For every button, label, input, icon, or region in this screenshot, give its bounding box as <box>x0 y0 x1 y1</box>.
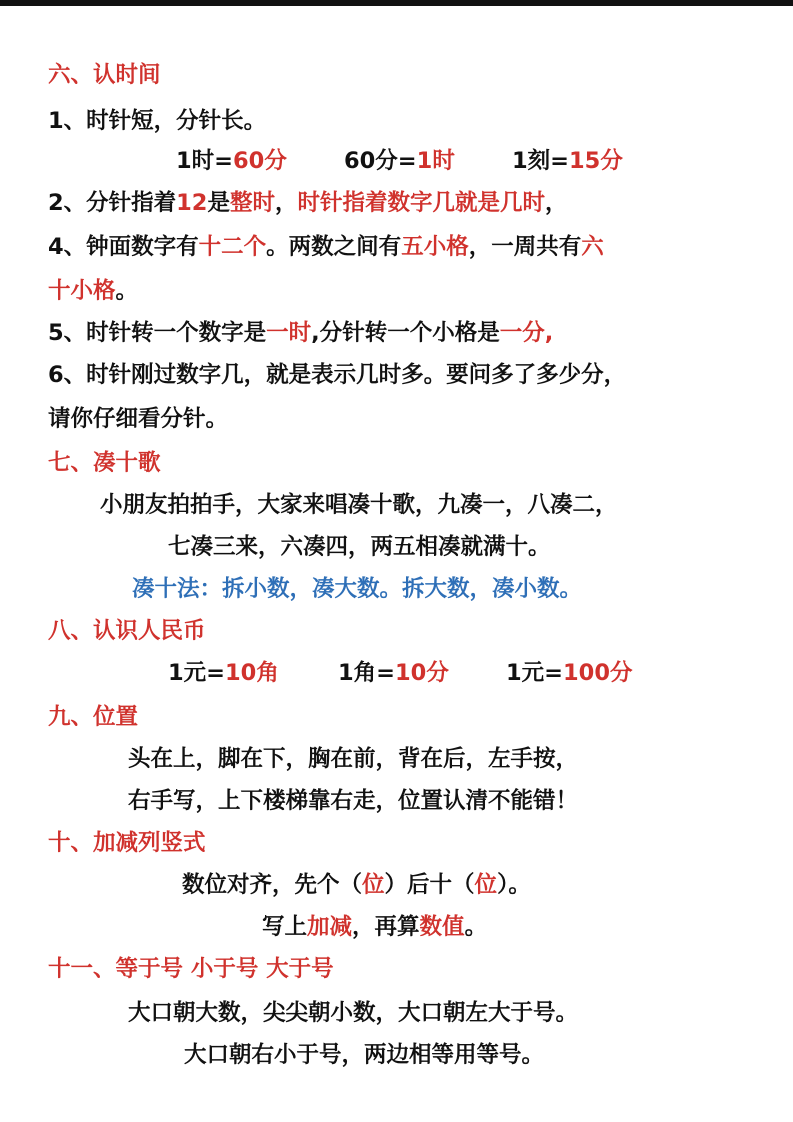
s6-line-1: 1、时针短，分针长。 <box>48 108 267 134</box>
s6-eq-3: 1刻=15分 <box>512 148 623 174</box>
s6-eq-2: 60分=1时 <box>344 148 455 174</box>
s10-verse-1: 数位对齐，先个（位）后十（位）。 <box>182 872 531 898</box>
s6-line-5: 5、时针转一个数字是一时,分针转一个小格是一分, <box>48 320 554 346</box>
s11-verse-2: 大口朝右小于号，两边相等用等号。 <box>184 1042 545 1068</box>
section-10-heading: 十、加减列竖式 <box>48 830 206 856</box>
s6-eq-1: 1时=60分 <box>176 148 287 174</box>
section-11-heading: 十一、等于号 小于号 大于号 <box>48 956 334 982</box>
s6-line-2: 2、分针指着12是整时，时针指着数字几就是几时， <box>48 190 568 216</box>
s7-verse-1: 小朋友拍拍手，大家来唱凑十歌，九凑一，八凑二， <box>100 492 618 518</box>
s8-eq-2: 1角=10分 <box>338 660 449 686</box>
s8-eq-1: 1元=10角 <box>168 660 279 686</box>
s9-verse-1: 头在上，脚在下，胸在前，背在后，左手按， <box>128 746 579 772</box>
s11-verse-1: 大口朝大数，尖尖朝小数，大口朝左大于号。 <box>128 1000 579 1026</box>
s7-verse-2: 七凑三来，六凑四，两五相凑就满十。 <box>168 534 551 560</box>
s9-verse-2: 右手写，上下楼梯靠右走，位置认清不能错！ <box>128 788 579 814</box>
s8-eq-3: 1元=100分 <box>506 660 633 686</box>
s6-line-6b: 请你仔细看分针。 <box>48 406 229 432</box>
s6-line-4b: 十小格。 <box>48 278 139 304</box>
s6-line-6a: 6、时针刚过数字几，就是表示几时多。要问多了多少分， <box>48 362 627 388</box>
section-9-heading: 九、位置 <box>48 704 139 730</box>
section-7-heading: 七、凑十歌 <box>48 450 161 476</box>
s6-line-4a: 4、钟面数字有十二个。两数之间有五小格，一周共有六 <box>48 234 604 260</box>
section-6-heading: 六、认时间 <box>48 62 161 88</box>
section-8-heading: 八、认识人民币 <box>48 618 206 644</box>
top-border <box>0 0 793 6</box>
s7-method: 凑十法：拆小数，凑大数。拆大数，凑小数。 <box>132 576 583 602</box>
s10-verse-2: 写上加减，再算数值。 <box>262 914 488 940</box>
